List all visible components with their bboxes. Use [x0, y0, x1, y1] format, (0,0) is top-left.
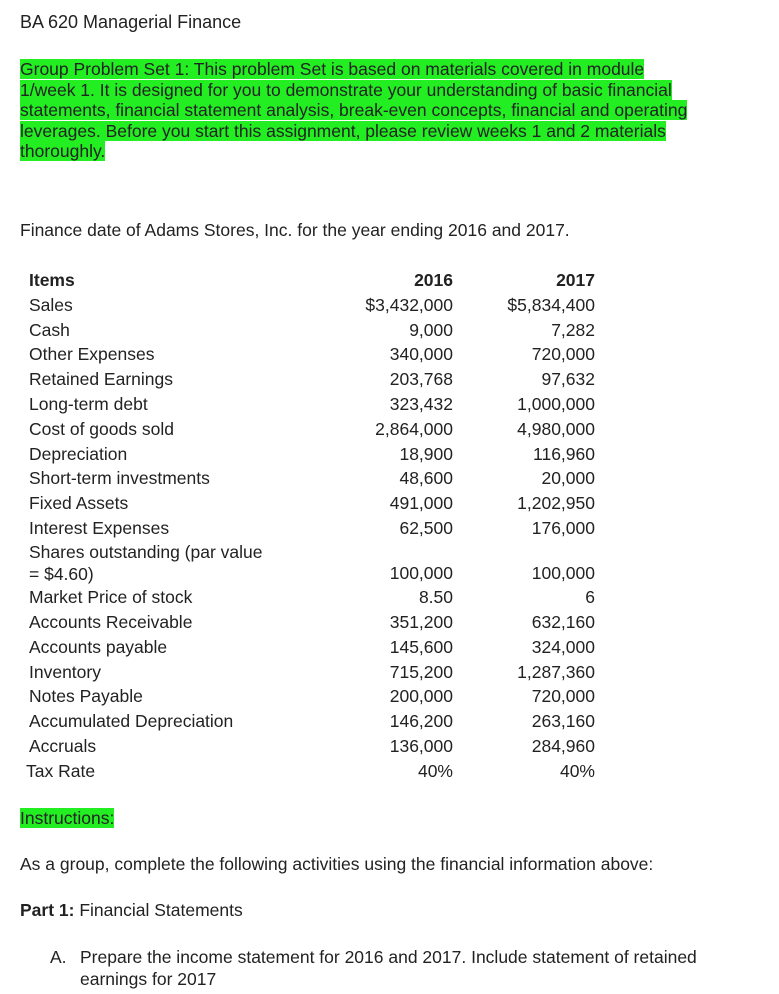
part-1-label: Part 1:: [20, 900, 75, 920]
row-label: Long-term debt: [29, 393, 148, 414]
intro-line-1: Group Problem Set 1: This problem Set is based on materials covered in module: [20, 59, 645, 79]
row-label: [29, 541, 262, 586]
row-label: Accounts Receivable: [29, 612, 193, 633]
value-2016: 146,200: [389, 711, 453, 732]
table-row: [29, 293, 609, 318]
value-2016: 351,200: [389, 612, 453, 633]
value-2017: 1,287,360: [517, 661, 595, 682]
table-row: [26, 759, 609, 784]
table-header-row: [29, 268, 609, 293]
intro-line-4: leverages. Before you start this assignment, please review weeks 1 and 2 materials: [20, 120, 666, 141]
value-2017: 7,282: [551, 319, 595, 340]
value-2017: $5,834,400: [507, 294, 595, 315]
table-row: [29, 466, 609, 491]
task-a-line-1: Prepare the income statement for 2016 and 2017. Include statement of retained: [80, 947, 697, 967]
table-row: [29, 392, 609, 417]
row-label-line-1: Shares outstanding (par value: [29, 541, 263, 562]
value-2016: 8.50: [418, 587, 453, 608]
row-label: Sales: [29, 294, 73, 315]
table-row: [29, 635, 609, 660]
task-a-letter: A.: [50, 947, 67, 967]
value-2016: 340,000: [389, 344, 453, 365]
value-2017: 284,960: [531, 736, 595, 757]
table-row: [29, 541, 609, 586]
row-label: Notes Payable: [29, 686, 143, 707]
instructions-label: Instructions:: [20, 808, 115, 828]
table-row: [29, 660, 609, 685]
row-label: Accumulated Depreciation: [29, 711, 234, 732]
row-label: Market Price of stock: [29, 587, 193, 608]
row-label: Interest Expenses: [29, 517, 170, 538]
value-2016: 203,768: [389, 369, 453, 390]
header-items: Items: [29, 270, 75, 290]
document-title: BA 620 Managerial Finance: [20, 12, 242, 32]
row-label: Other Expenses: [29, 344, 155, 365]
task-a-line-2: earnings for 2017: [80, 969, 217, 989]
row-label: Retained Earnings: [29, 369, 173, 390]
value-2016: 18,900: [399, 443, 453, 464]
value-2016: 715,200: [389, 661, 453, 682]
value-2017: 1,000,000: [517, 393, 595, 414]
table-row: [29, 318, 609, 343]
header-2016: 2016: [414, 270, 453, 290]
table-row: [29, 585, 609, 610]
value-2016: 323,432: [389, 393, 453, 414]
row-label: Fixed Assets: [29, 493, 129, 514]
value-2017: 720,000: [531, 344, 595, 365]
value-2017: 116,960: [533, 443, 595, 464]
header-2017: 2017: [556, 270, 595, 290]
value-2016: 491,000: [389, 493, 453, 514]
row-label: Cash: [29, 319, 70, 340]
value-2016: 145,600: [389, 636, 453, 657]
table-row: [29, 684, 609, 709]
table-row: [29, 491, 609, 516]
table-row: [29, 610, 609, 635]
instructions-heading: [20, 808, 114, 829]
value-2017: 6: [585, 587, 595, 608]
value-2017: 176,000: [531, 517, 595, 538]
value-2016: 40%: [417, 760, 453, 781]
row-label: Accruals: [29, 736, 97, 757]
table-row: [29, 367, 609, 392]
row-label: Cost of goods sold: [29, 418, 174, 439]
value-2017: 20,000: [541, 468, 595, 489]
value-2016: 200,000: [389, 686, 453, 707]
task-a-text: [80, 946, 779, 990]
row-label-line-2: = $4.60): [29, 564, 94, 585]
table-row: [29, 442, 609, 467]
financial-data-table: [26, 268, 609, 784]
table-row: [29, 417, 609, 442]
row-label: Depreciation: [29, 443, 128, 464]
value-2016: $3,432,000: [365, 294, 453, 315]
value-2017: 4,980,000: [517, 418, 595, 439]
intro-line-3: statements, financial statement analysis, break-even concepts, financial and operating: [20, 100, 688, 120]
part-1-heading: [20, 900, 243, 921]
table-row: [29, 709, 609, 734]
value-2017: 324,000: [531, 636, 595, 657]
value-2017: 1,202,950: [517, 493, 595, 514]
intro-paragraph: [20, 59, 779, 162]
part-1-title: Financial Statements: [74, 900, 243, 920]
value-2016: 62,500: [399, 517, 453, 538]
value-2017: 40%: [559, 760, 595, 781]
value-2017: 263,160: [531, 711, 595, 732]
table-row: [29, 342, 609, 367]
value-2016: 100,000: [389, 562, 453, 583]
value-2016: 136,000: [389, 736, 453, 757]
table-caption: Finance date of Adams Stores, Inc. for the year ending 2016 and 2017.: [20, 220, 570, 240]
value-2016: 9,000: [409, 319, 453, 340]
intro-line-5: thoroughly.: [20, 141, 106, 161]
table-row: [29, 516, 609, 541]
value-2017: 97,632: [541, 369, 595, 390]
table-row: [29, 734, 609, 759]
row-label: Short-term investments: [29, 468, 210, 489]
row-label: Accounts payable: [29, 636, 168, 657]
value-2016: 2,864,000: [375, 418, 453, 439]
row-label: Tax Rate: [26, 760, 96, 781]
row-label: Inventory: [29, 661, 101, 682]
value-2017: 632,160: [531, 612, 595, 633]
intro-line-2: 1/week 1. It is designed for you to demonstrate your understanding of basic financial: [20, 79, 672, 100]
value-2017: 720,000: [531, 686, 595, 707]
value-2017: 100,000: [531, 562, 595, 583]
value-2016: 48,600: [399, 468, 453, 489]
group-instruction: As a group, complete the following activities using the financial information above:: [20, 854, 654, 874]
